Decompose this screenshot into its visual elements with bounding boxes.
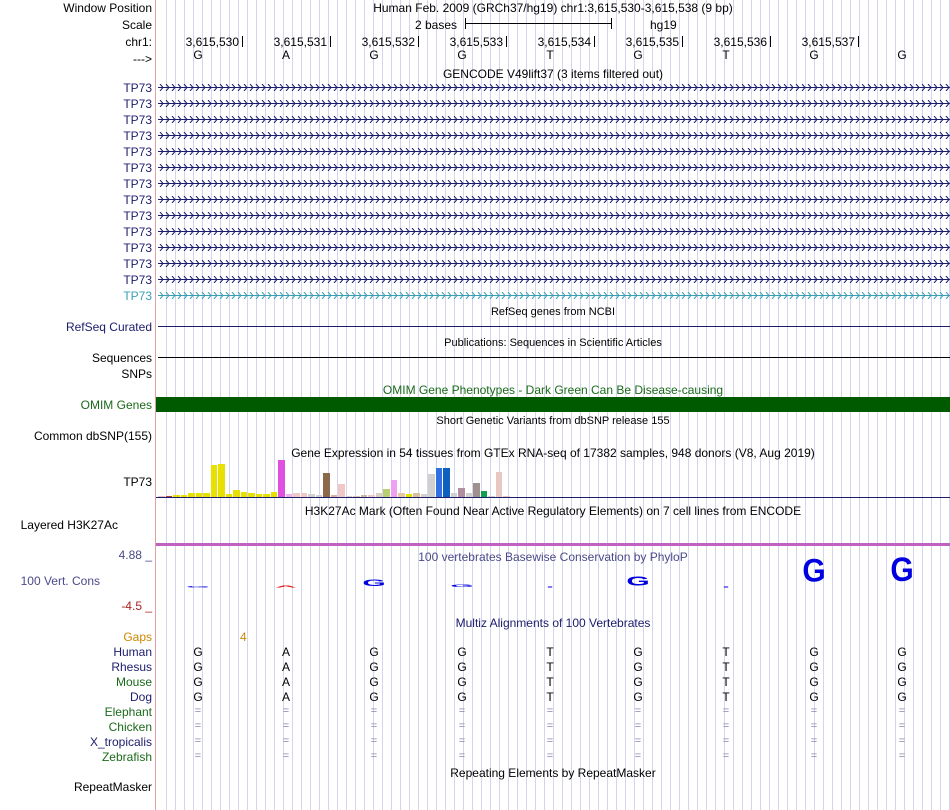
- ruler-coordinate: 3,615,535: [625, 35, 679, 49]
- alignment-base: =: [282, 705, 290, 717]
- ruler-tick: [506, 36, 507, 47]
- gtex-tissue-bar[interactable]: [233, 490, 240, 497]
- alignment-base: T: [546, 645, 554, 659]
- sequences-track-label[interactable]: Sequences: [91, 351, 152, 365]
- strand-chevrons: [156, 116, 950, 123]
- gtex-tissue-bar[interactable]: [218, 464, 225, 497]
- alignment-base: =: [194, 735, 202, 747]
- alignment-base: G: [457, 690, 467, 704]
- ruler-tick: [682, 36, 683, 47]
- alignment-base: G: [809, 660, 819, 674]
- gencode-gene-label[interactable]: TP73: [123, 145, 152, 159]
- multiz-track-title: Multiz Alignments of 100 Vertebrates: [455, 616, 651, 630]
- ruler-coordinate: 3,615,533: [449, 35, 503, 49]
- gencode-gene-label[interactable]: TP73: [123, 81, 152, 95]
- ruler-tick: [858, 36, 859, 47]
- conservation-letter: G: [186, 586, 210, 589]
- alignment-base: A: [281, 675, 290, 689]
- alignment-base: =: [282, 735, 290, 747]
- refseq-track-title: RefSeq genes from NCBI: [490, 306, 616, 318]
- refseq-track-label[interactable]: RefSeq Curated: [65, 320, 152, 334]
- species-label-human: Human: [113, 645, 152, 659]
- alignment-base: =: [370, 720, 378, 732]
- ruler-tick: [770, 36, 771, 47]
- gtex-tissue-bar[interactable]: [383, 489, 390, 497]
- alignment-base: =: [370, 750, 378, 762]
- alignment-base: =: [722, 720, 730, 732]
- conservation-letter: G: [626, 574, 650, 589]
- gtex-tissue-bar[interactable]: [323, 473, 330, 497]
- alignment-base: G: [369, 660, 379, 674]
- gtex-tissue-bar[interactable]: [338, 484, 345, 497]
- base-letter: T: [546, 48, 554, 62]
- strand-chevrons: [156, 164, 950, 171]
- alignment-base: G: [193, 645, 203, 659]
- base-letter: G: [633, 48, 643, 62]
- conservation-letter: T: [716, 586, 736, 589]
- alignment-base: =: [282, 750, 290, 762]
- window-position-label: Window Position: [63, 1, 152, 15]
- strand-chevrons: [156, 244, 950, 251]
- ruler-tick: [330, 36, 331, 47]
- ruler-coordinate: 3,615,530: [185, 35, 239, 49]
- strand-chevrons: [156, 84, 950, 91]
- strand-chevrons: [156, 132, 950, 139]
- ruler-coordinate: 3,615,531: [273, 35, 327, 49]
- alignment-base: G: [369, 675, 379, 689]
- strand-chevrons: [156, 100, 950, 107]
- gtex-tissue-bar[interactable]: [436, 468, 443, 497]
- alignment-base: =: [810, 750, 818, 762]
- alignment-base: =: [722, 735, 730, 747]
- track-labels-panel: [0, 0, 156, 810]
- gtex-tissue-bar[interactable]: [211, 465, 218, 497]
- gencode-gene-label[interactable]: TP73: [123, 113, 152, 127]
- alignment-base: G: [193, 675, 203, 689]
- h3k27ac-signal[interactable]: [156, 543, 950, 546]
- alignment-base: T: [546, 690, 554, 704]
- alignment-base: =: [194, 720, 202, 732]
- base-letter: G: [369, 48, 379, 62]
- alignment-base: =: [722, 750, 730, 762]
- alignment-base: =: [458, 750, 466, 762]
- species-label-xtropicalis: X_tropicalis: [89, 735, 152, 749]
- ruler-coordinate: 3,615,534: [537, 35, 591, 49]
- alignment-base: G: [809, 675, 819, 689]
- base-letter: A: [281, 48, 290, 62]
- gtex-baseline: [156, 497, 950, 498]
- alignment-base: T: [722, 645, 730, 659]
- scale-bar-left-cap: [465, 18, 466, 29]
- alignment-base: =: [458, 705, 466, 717]
- base-letter: G: [897, 48, 907, 62]
- alignment-base: =: [546, 720, 554, 732]
- gencode-gene-label[interactable]: TP73: [123, 177, 152, 191]
- dbsnp-track-title: Short Genetic Variants from dbSNP release 155: [436, 415, 670, 427]
- strand-chevrons: [156, 228, 950, 235]
- alignment-base: G: [633, 645, 643, 659]
- alignment-base: =: [282, 720, 290, 732]
- alignment-base: T: [722, 660, 730, 674]
- conservation-letter: G: [890, 551, 914, 590]
- gtex-tissue-bar[interactable]: [496, 472, 503, 497]
- assembly-text: hg19: [650, 18, 677, 32]
- alignment-base: G: [809, 690, 819, 704]
- species-label-rhesus: Rhesus: [111, 660, 152, 674]
- alignment-base: G: [897, 690, 907, 704]
- gtex-track-title: Gene Expression in 54 tissues from GTEx RNA-seq of 17382 samples, 948 donors (V8, Aug 2019): [291, 446, 815, 460]
- omim-track-title: OMIM Gene Phenotypes - Dark Green Can Be Disease-causing: [382, 383, 724, 397]
- alignment-base: G: [897, 660, 907, 674]
- alignment-base: T: [722, 690, 730, 704]
- strand-chevrons: [156, 260, 950, 267]
- gencode-gene-label[interactable]: TP73: [123, 225, 152, 239]
- repeatmasker-track-label[interactable]: RepeatMasker: [73, 780, 152, 794]
- scale-bar-right-cap: [611, 18, 612, 29]
- strand-chevrons: [156, 148, 950, 155]
- scale-text: 2 bases: [415, 18, 458, 32]
- conservation-max-label: 4.88 _: [118, 548, 152, 562]
- refseq-gene-line[interactable]: [158, 326, 950, 327]
- base-letter: G: [193, 48, 203, 62]
- alignment-base: =: [458, 720, 466, 732]
- repeatmasker-track-title: Repeating Elements by RepeatMasker: [450, 766, 656, 780]
- alignment-base: =: [634, 735, 642, 747]
- species-label-dog: Dog: [129, 690, 152, 704]
- conservation-letter: G: [450, 583, 474, 589]
- alignment-base: G: [897, 645, 907, 659]
- phylop-track-title: 100 vertebrates Basewise Conservation by PhyloP: [418, 550, 688, 564]
- strand-chevrons: [156, 292, 950, 299]
- alignment-base: =: [898, 750, 906, 762]
- track-image-area[interactable]: [156, 0, 950, 810]
- gencode-track-title: GENCODE V49lift37 (3 items filtered out): [442, 67, 664, 81]
- gtex-tissue-bar[interactable]: [428, 474, 435, 497]
- alignment-base: =: [194, 705, 202, 717]
- conservation-letter: G: [802, 552, 826, 590]
- ruler-coordinate: 3,615,536: [713, 35, 767, 49]
- gencode-gene-label[interactable]: TP73: [123, 97, 152, 111]
- alignment-base: =: [810, 705, 818, 717]
- alignment-base: G: [457, 660, 467, 674]
- gencode-gene-label[interactable]: TP73: [123, 193, 152, 207]
- alignment-base: =: [810, 720, 818, 732]
- ruler-tick: [418, 36, 419, 47]
- gtex-tissue-bar[interactable]: [391, 480, 398, 497]
- chr-label: chr1:: [125, 35, 152, 49]
- omim-track-label[interactable]: OMIM Genes: [80, 398, 152, 412]
- species-label-chicken: Chicken: [108, 720, 152, 734]
- alignment-base: A: [281, 690, 290, 704]
- species-label-mouse: Mouse: [115, 675, 152, 689]
- alignment-base: =: [810, 735, 818, 747]
- omim-gene-bar[interactable]: [156, 397, 950, 412]
- base-letter: G: [457, 48, 467, 62]
- scale-bar: [465, 23, 611, 24]
- gtex-tissue-bar[interactable]: [443, 468, 450, 497]
- strand-label: --->: [133, 52, 152, 66]
- alignment-base: G: [457, 645, 467, 659]
- strand-chevrons: [156, 180, 950, 187]
- gtex-tissue-bar[interactable]: [458, 488, 465, 497]
- base-letter: T: [722, 48, 730, 62]
- alignment-base: =: [546, 735, 554, 747]
- gencode-gene-label[interactable]: TP73: [123, 129, 152, 143]
- conservation-letter: T: [540, 586, 560, 589]
- species-label-elephant: Elephant: [104, 705, 152, 719]
- alignment-base: =: [634, 720, 642, 732]
- alignment-base: =: [634, 705, 642, 717]
- alignment-base: A: [281, 660, 290, 674]
- alignment-base: =: [898, 705, 906, 717]
- gencode-gene-label[interactable]: TP73: [123, 273, 152, 287]
- alignment-base: =: [194, 750, 202, 762]
- strand-chevrons: [156, 212, 950, 219]
- ruler-coordinate: 3,615,532: [361, 35, 415, 49]
- gencode-gene-label[interactable]: TP73: [123, 241, 152, 255]
- alignment-base: G: [809, 645, 819, 659]
- alignment-base: T: [546, 660, 554, 674]
- alignment-base: G: [897, 675, 907, 689]
- alignment-base: =: [634, 750, 642, 762]
- alignment-base: G: [457, 675, 467, 689]
- conservation-min-label: -4.5 _: [121, 599, 152, 613]
- gtex-tissue-bar[interactable]: [278, 460, 285, 497]
- alignment-base: G: [193, 690, 203, 704]
- conservation-letter: G: [362, 577, 386, 589]
- alignment-base: =: [370, 705, 378, 717]
- sequences-line[interactable]: [158, 357, 950, 358]
- base-letter: G: [809, 48, 819, 62]
- gencode-gene-label[interactable]: TP73: [123, 289, 152, 303]
- alignment-base: T: [546, 675, 554, 689]
- alignment-base: =: [898, 735, 906, 747]
- alignment-base: =: [458, 735, 466, 747]
- conservation-letter: A: [275, 584, 297, 589]
- gaps-label: Gaps: [123, 630, 152, 644]
- alignment-base: G: [633, 660, 643, 674]
- alignment-base: G: [633, 675, 643, 689]
- h3k27ac-track-title: H3K27Ac Mark (Often Found Near Active Regulatory Elements) on 7 cell lines from ENCODE: [304, 504, 802, 518]
- publications-track-title: Publications: Sequences in Scientific Articles: [444, 337, 662, 349]
- alignment-base: G: [193, 660, 203, 674]
- gtex-tissue-bar[interactable]: [473, 483, 480, 497]
- alignment-base: =: [546, 750, 554, 762]
- alignment-base: G: [633, 690, 643, 704]
- strand-chevrons: [156, 196, 950, 203]
- alignment-base: =: [370, 735, 378, 747]
- scale-label: Scale: [121, 18, 152, 32]
- gencode-gene-label[interactable]: TP73: [123, 161, 152, 175]
- alignment-base: =: [898, 720, 906, 732]
- ruler-tick: [594, 36, 595, 47]
- h3k27ac-track-label[interactable]: Layered H3K27Ac: [20, 518, 118, 532]
- alignment-base: =: [722, 705, 730, 717]
- alignment-base: G: [369, 690, 379, 704]
- window-position-text: Human Feb. 2009 (GRCh37/hg19) chr1:3,615,530-3,615,538 (9 bp): [373, 1, 733, 15]
- gencode-gene-label[interactable]: TP73: [123, 257, 152, 271]
- strand-chevrons: [156, 276, 950, 283]
- snps-track-label[interactable]: SNPs: [121, 367, 152, 381]
- gencode-gene-label[interactable]: TP73: [123, 209, 152, 223]
- dbsnp-track-label[interactable]: Common dbSNP(155): [33, 429, 152, 443]
- conservation-track-label[interactable]: 100 Vert. Cons: [20, 574, 100, 588]
- alignment-base: G: [369, 645, 379, 659]
- species-label-zebrafish: Zebrafish: [101, 750, 152, 764]
- alignment-base: T: [722, 675, 730, 689]
- gap-count: 4: [240, 630, 247, 644]
- ruler-coordinate: 3,615,537: [801, 35, 855, 49]
- ruler-tick: [242, 36, 243, 47]
- alignment-base: A: [281, 645, 290, 659]
- alignment-base: =: [546, 705, 554, 717]
- gtex-gene-label[interactable]: TP73: [123, 475, 152, 489]
